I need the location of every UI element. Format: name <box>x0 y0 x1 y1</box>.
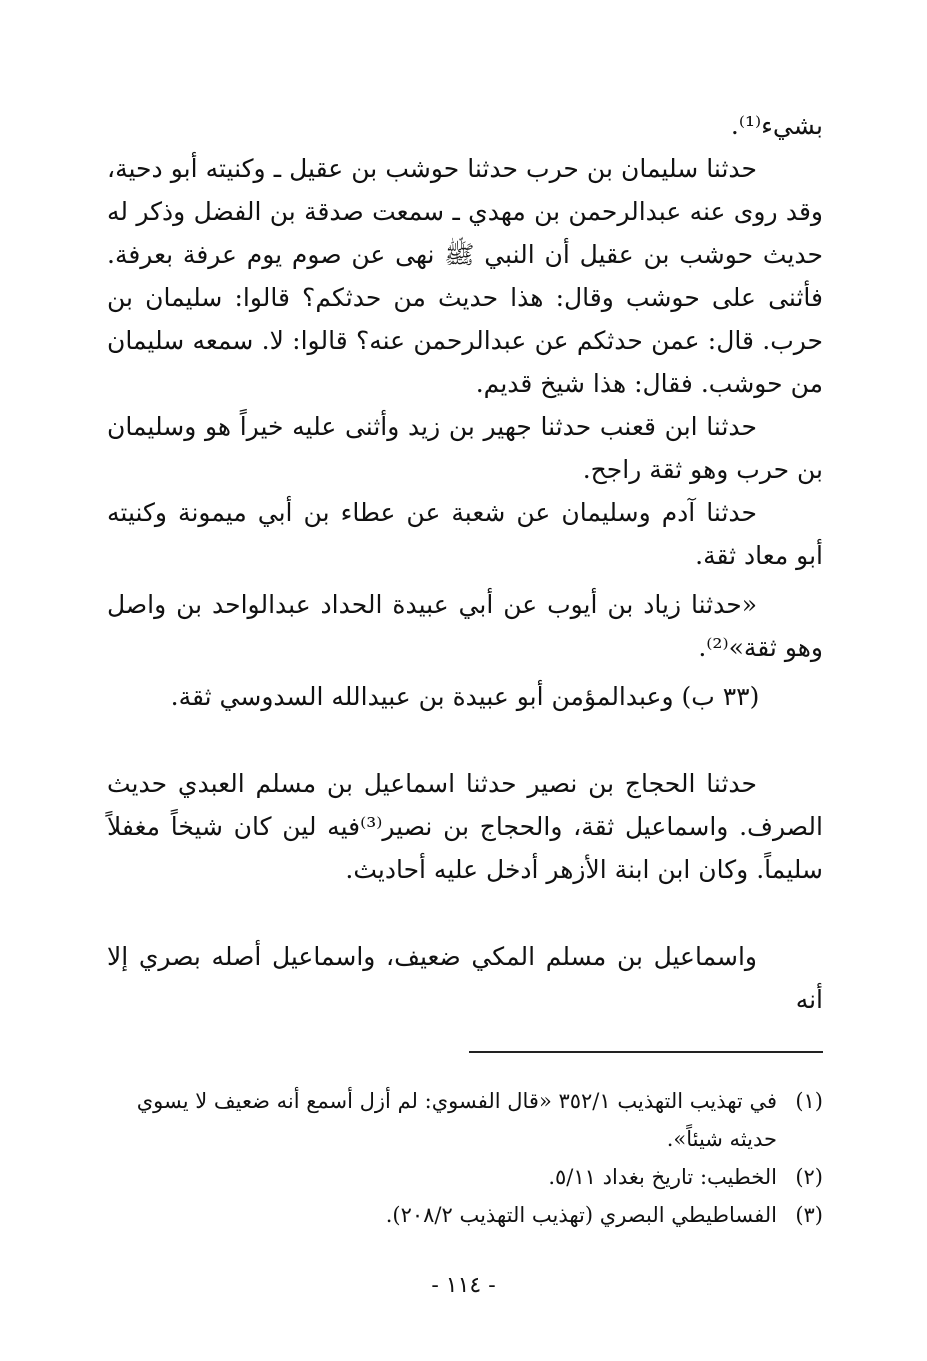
footnote-3 <box>107 1196 823 1234</box>
paragraph-abdulmumin: (٣٣ ب) وعبدالمؤمن أبو عبيدة بن عبيدالله السدوسي ثقة. <box>170 682 760 711</box>
footnote-number: (١) <box>795 1089 823 1113</box>
page-number: - ١١٤ - <box>431 1273 496 1298</box>
footnote-1 <box>107 1082 823 1158</box>
paragraph-continuation: بشيء⁽¹⁾. <box>730 111 823 140</box>
paragraph-ismail: واسماعيل بن مسلم المكي ضعيف، واسماعيل أصله بصري إلا أنه <box>107 942 823 1014</box>
paragraph-hawshab: حدثنا سليمان بن حرب حدثنا حوشب بن عقيل ـ وكنيته أبو دحية، وقد روى عنه عبدالرحمن بن مهدي ـ سمعت صدقة بن الفضل وذكر له حديث حوشب بن عقيل أن النبي ﷺ نهى عن صوم يوم عرفة بعرفة. فأثنى على حوشب وقال: هذا حديث من حدثكم؟ قالوا: سليمان بن حرب. قال: عمن حدثكم عن عبدالرحمن عنه؟ قالوا: لا. سمعه سليمان من حوشب. فقال: هذا شيخ قديم. <box>107 154 823 398</box>
main-text <box>107 104 823 1021</box>
footnote-text: في تهذيب التهذيب ٣٥٢/١ «قال الفسوي: لم أزل أسمع أنه ضعيف لا يسوي حديثه شيئاً». <box>136 1089 777 1151</box>
paragraph-abu-ubayda: «حدثنا زياد بن أيوب عن أبي عبيدة الحداد عبدالواحد بن واصل وهو ثقة»⁽²⁾. <box>107 590 823 662</box>
footnote-text: الخطيب: تاريخ بغداد ٥/١١. <box>548 1165 777 1189</box>
paragraph-juhayr: حدثنا ابن قعنب حدثنا جهير بن زيد وأثنى عليه خيراً هو وسليمان بن حرب وهو ثقة راجح. <box>107 412 823 484</box>
paragraph-hajjaj: حدثنا الحجاج بن نصير حدثنا اسماعيل بن مسلم العبدي حديث الصرف. واسماعيل ثقة، والحجاج بن نصير⁽³⁾فيه لين كان شيخاً مغفلاً سليماً. وكان ابن ابنة الأزهر أدخل عليه أحاديث. <box>107 769 823 884</box>
footnote-2 <box>107 1158 823 1196</box>
footnote-number: (٢) <box>795 1165 823 1189</box>
footnotes <box>107 1082 823 1234</box>
footnote-number: (٣) <box>795 1203 823 1227</box>
footnote-text: الفساطيطي البصري (تهذيب التهذيب ٢٠٨/٢). <box>385 1203 777 1227</box>
footnote-divider <box>469 1051 823 1053</box>
paragraph-ata: حدثنا آدم وسليمان عن شعبة عن عطاء بن أبي ميمونة وكنيته أبو معاد ثقة. <box>107 498 823 570</box>
